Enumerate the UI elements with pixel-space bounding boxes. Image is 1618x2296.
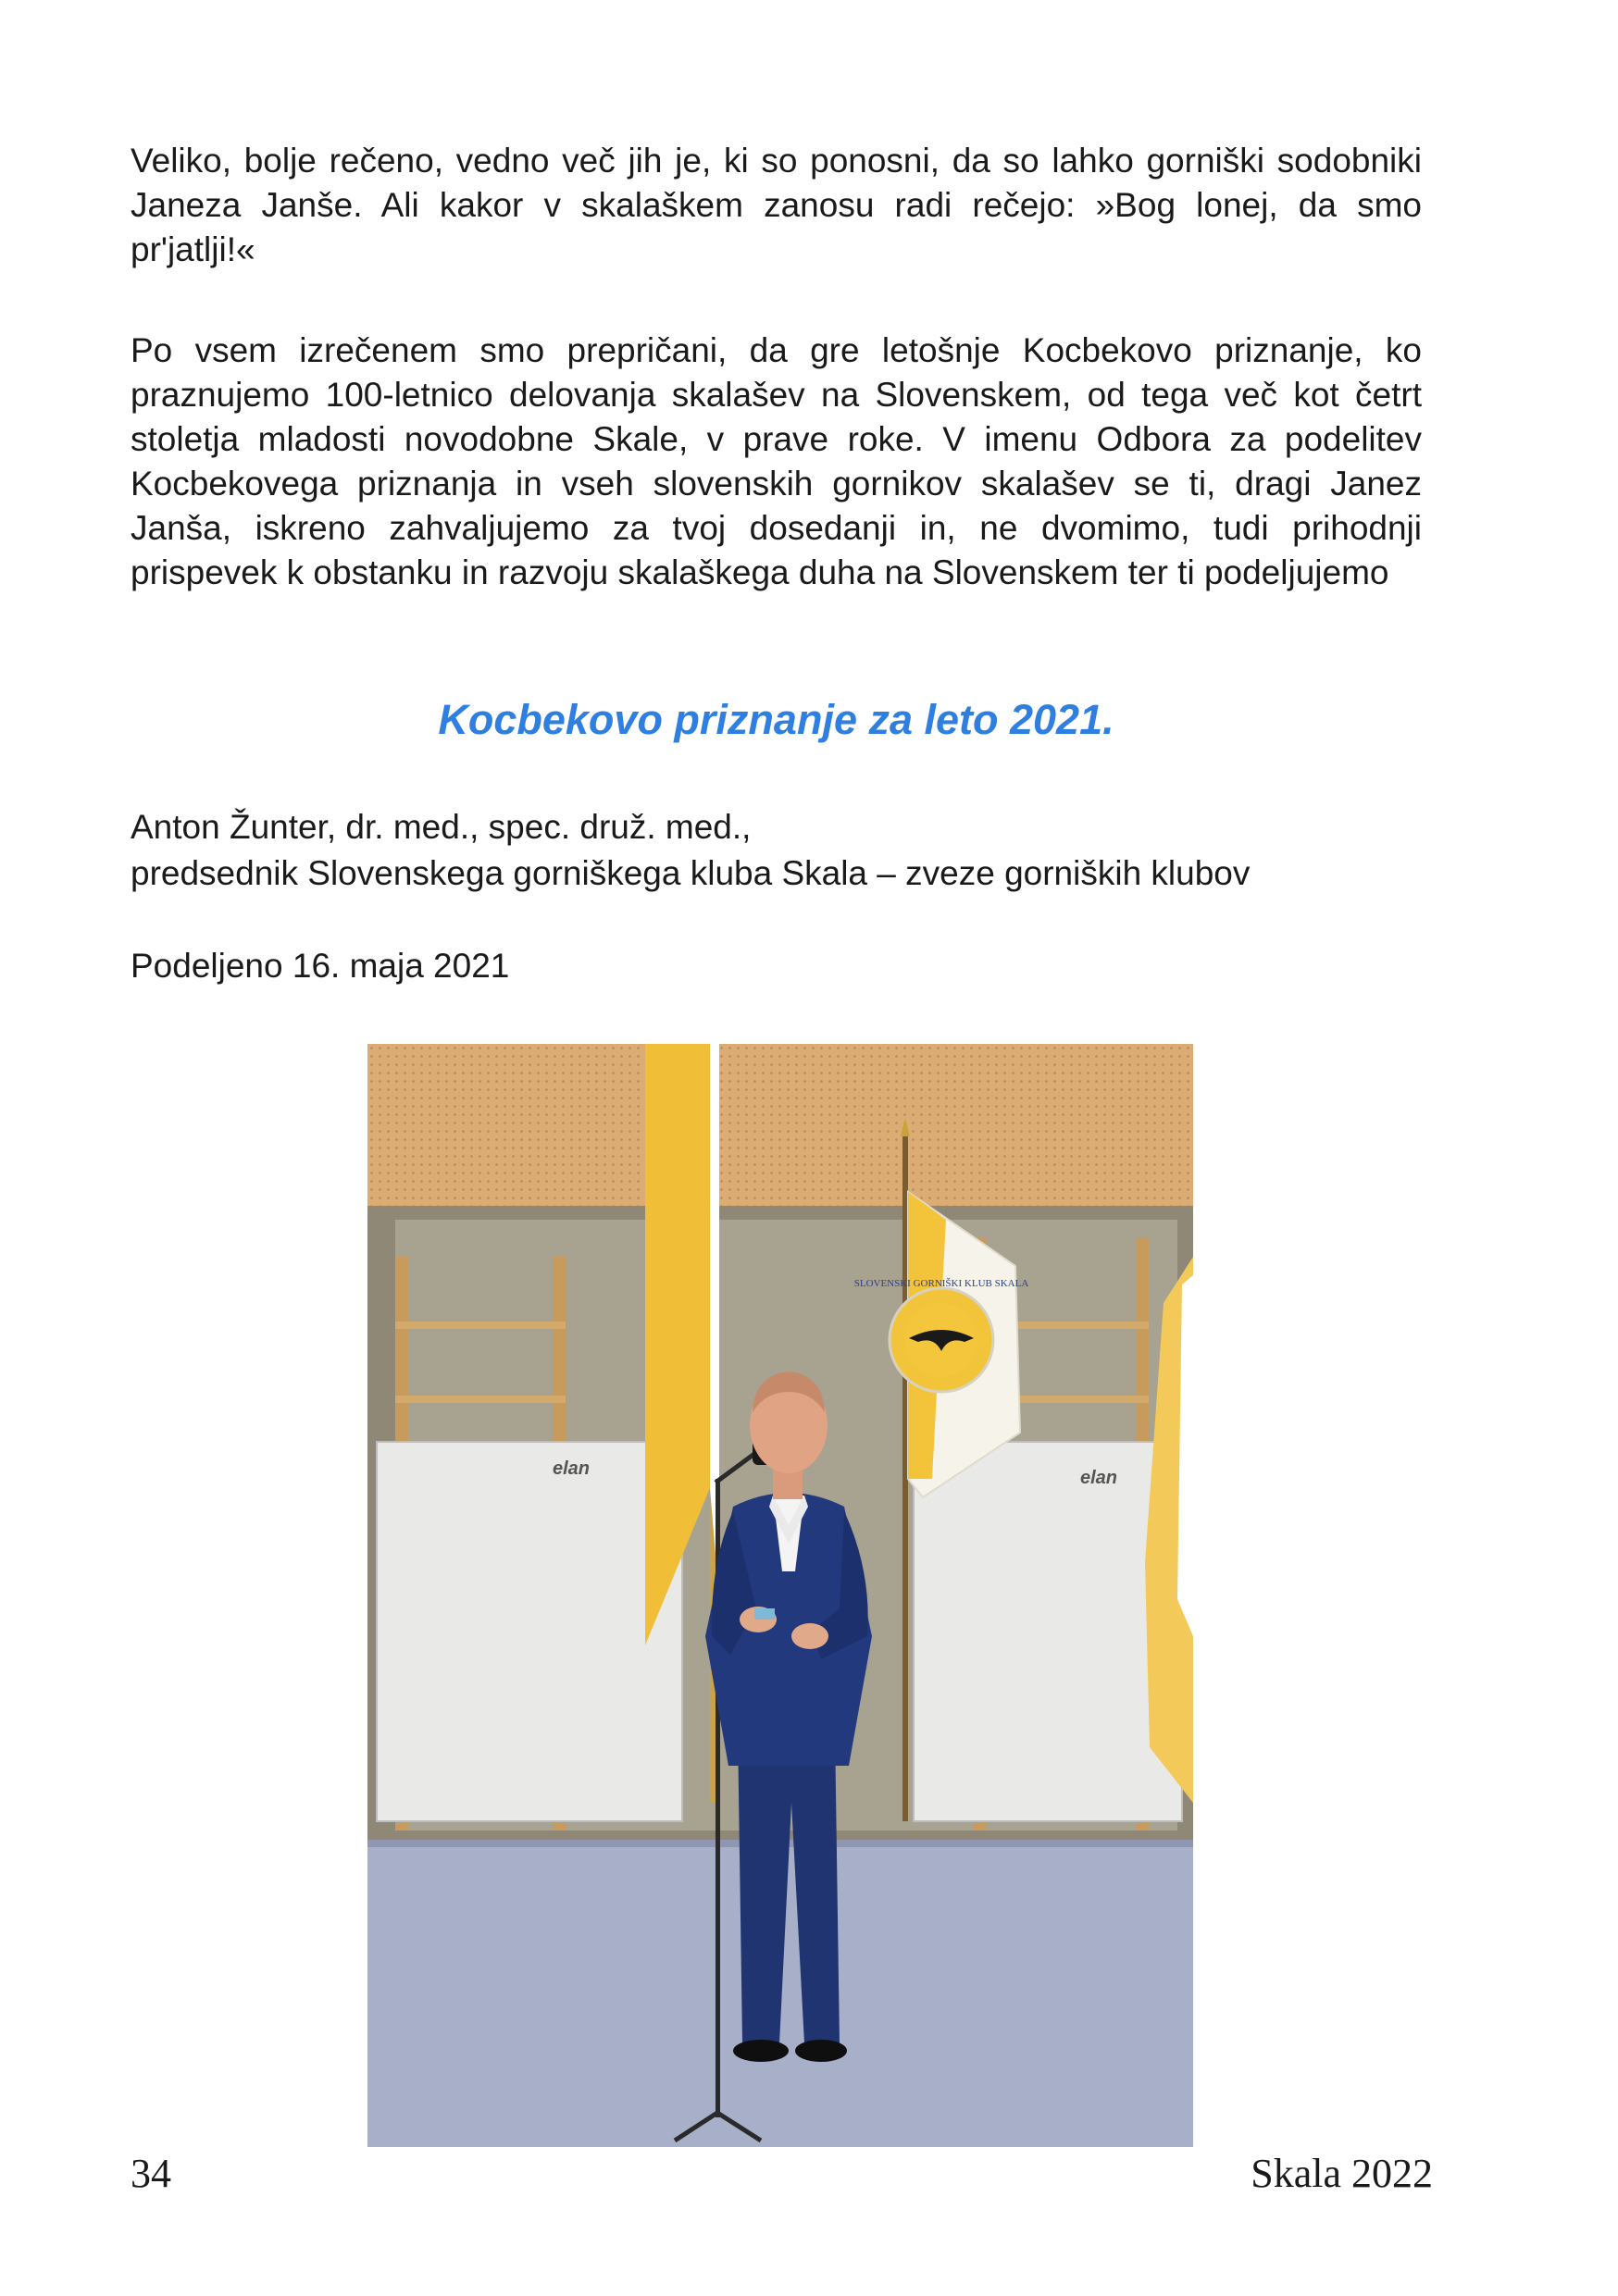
intro-paragraph: Veliko, bolje rečeno, vedno več jih je, ki so ponosni, da so lahko gorniški sodobniki Janeza Janše. Ali kakor v skalaškem zanosu radi rečejo: »Bog lonej, da smo pr'jatlji!« — [131, 142, 1422, 268]
journal-title: Skala 2022 — [1251, 2151, 1433, 2196]
page-number: 34 — [131, 2151, 171, 2196]
mat-logo-right: elan — [1080, 1468, 1118, 1488]
speaker-photo — [367, 1044, 1193, 2147]
signature-title: predsednik Slovenskega gorniškega kluba Skala – zveze gorniških klubov — [131, 854, 1251, 892]
body-paragraph: Po vsem izrečenem smo prepričani, da gre letošnje Kocbekovo priznanje, ko praznujemo 100-letnico delovanja skalašev na Slovenskem, od tega več kot četrt stoletja mladosti novodobne Skale, v prave roke. V imenu Odbora za podelitev Kocbekovega priznanja in vseh slovenskih gornikov skalašev se ti, dragi Janez Janša, iskreno zahvaljujemo za tvoj dosedanji in, ne dvomimo, tudi prihodnji prispevek k obstanku in razvoju skalaškega duha na Slovenskem ter ti podeljujemo — [131, 331, 1422, 591]
mat-logo-left: elan — [553, 1458, 591, 1479]
signature-name: Anton Žunter, dr. med., spec. druž. med., — [131, 808, 752, 846]
award-heading: Kocbekovo priznanje za leto 2021. — [438, 696, 1114, 743]
award-date: Podeljeno 16. maja 2021 — [131, 947, 510, 985]
flag-club-text: SLOVENSKI GORNIŠKI KLUB SKALA — [853, 1278, 1029, 1289]
